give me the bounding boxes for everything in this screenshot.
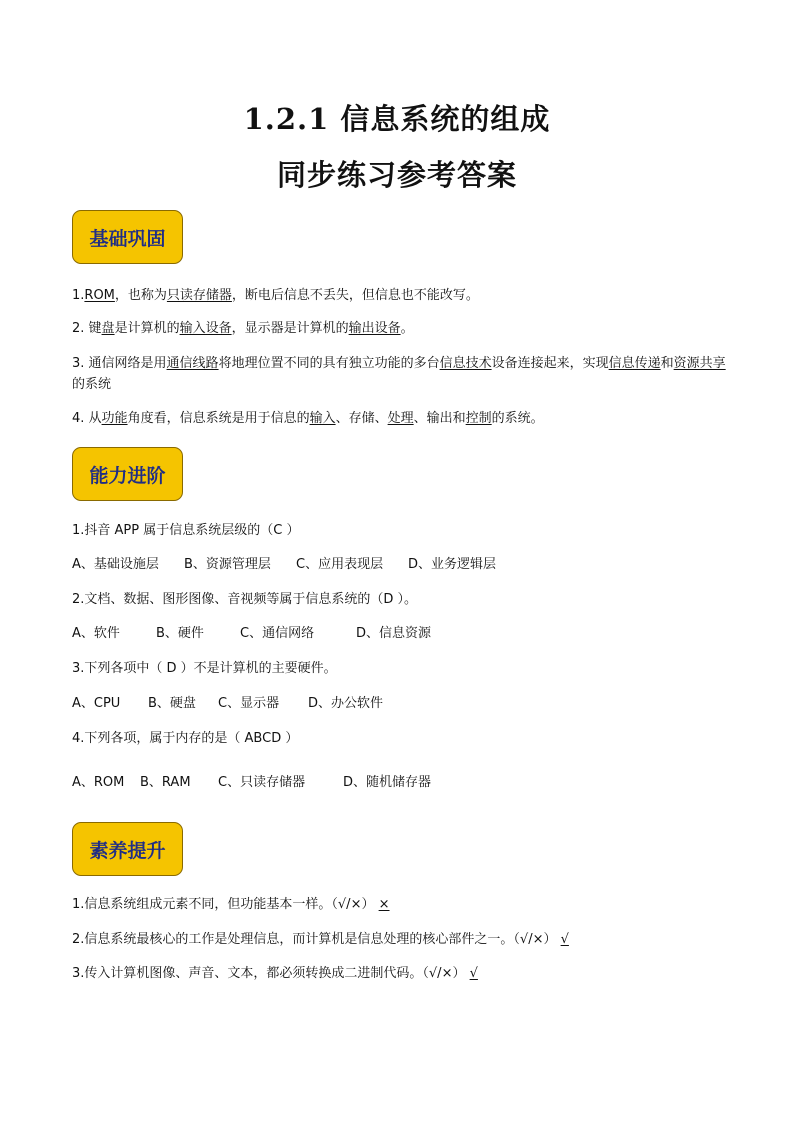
advanced-question-4: 4.下列各项，属于内存的是（ ABCD ） [72,731,299,746]
literacy-question-3: 3.传入计算机图像、声音、文本，都必须转换成二进制代码。（√/×） √ [72,966,478,981]
literacy-question-2: 2.信息系统最核心的工作是处理信息，而计算机是信息处理的核心部件之一。（√/×） √ [72,932,569,947]
basic-question-4: 4. 从功能角度看，信息系统是用于信息的输入、存储、处理、输出和控制的系统。 [72,411,544,426]
section-heading-basic: 基础巩固 [72,210,183,264]
page-subtitle: 同步练习参考答案 [276,158,517,192]
basic-question-2: 2. 键盘是计算机的输入设备，显示器是计算机的输出设备。 [72,321,414,336]
advanced-question-3-options: A、CPU B、硬盘 C、显示器 D、办公软件 [72,696,384,711]
basic-question-1: 1.ROM，也称为只读存储器，断电后信息不丢失，但信息也不能改写。 [72,288,479,303]
basic-question-3: 3. 通信网络是用通信线路将地理位置不同的具有独立功能的多台信息技术设备连接起来，实现信息传递和资源共享的系统 [72,356,726,392]
advanced-question-1: 1.抖音 APP 属于信息系统层级的（C ） [72,523,300,538]
advanced-question-4-options: A、ROM B、RAM C、只读存储器 D、随机储存器 [72,775,432,790]
advanced-question-1-options: A、基础设施层 B、资源管理层 C、应用表现层 D、业务逻辑层 [72,557,497,572]
page-title: 1.2.1 信息系统的组成 [243,102,551,136]
advanced-question-2: 2.文档、数据、图形图像、音视频等属于信息系统的（D ）。 [72,592,418,607]
answer-mark: √ [560,932,569,947]
advanced-question-2-options: A、软件 B、硬件 C、通信网络 D、信息资源 [72,626,432,641]
section-heading-advanced: 能力进阶 [72,447,183,501]
section-heading-literacy: 素养提升 [72,822,183,876]
advanced-question-3: 3.下列各项中（ D ）不是计算机的主要硬件。 [72,661,337,676]
answer-mark: × [378,897,390,912]
literacy-question-1: 1.信息系统组成元素不同，但功能基本一样。（√/×） × [72,897,390,912]
answer-mark: √ [469,966,478,981]
